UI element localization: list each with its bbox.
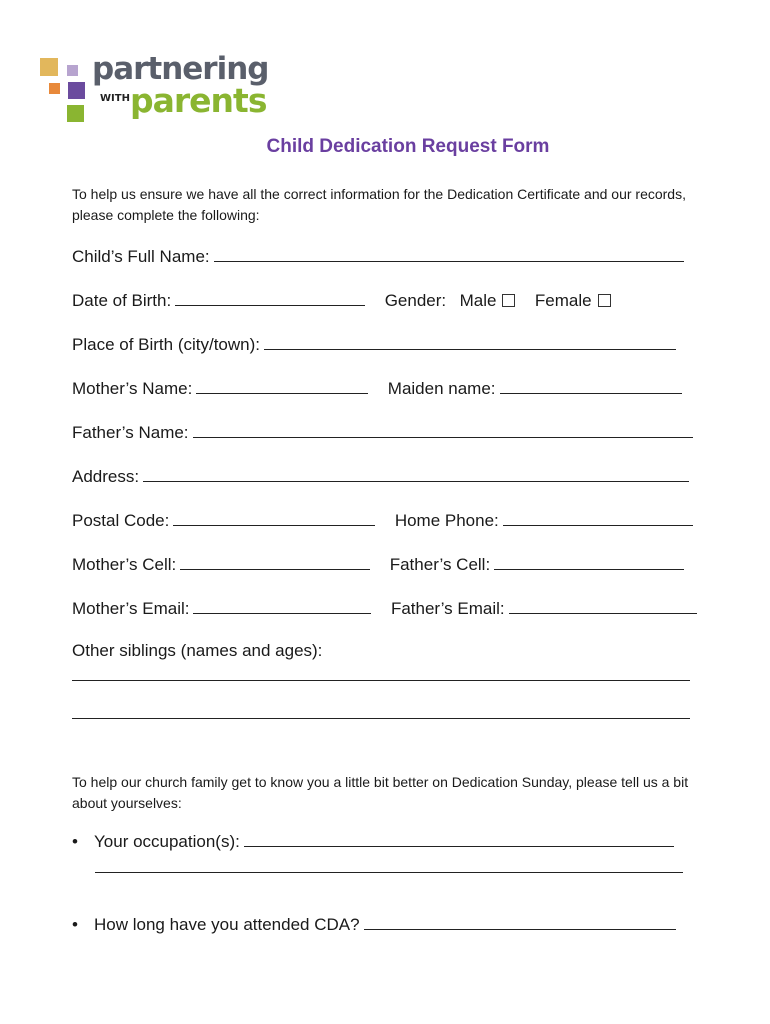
fathers-cell-label: Father’s Cell: bbox=[389, 555, 491, 574]
logo-square-purple bbox=[68, 82, 85, 99]
child-full-name-label: Child’s Full Name: bbox=[72, 247, 210, 266]
siblings-line-1[interactable] bbox=[72, 680, 690, 681]
row-place-of-birth bbox=[72, 334, 676, 355]
address-field[interactable] bbox=[143, 466, 689, 482]
row-cells bbox=[72, 554, 684, 575]
fathers-name-label: Father’s Name: bbox=[72, 423, 189, 442]
form-title: Child Dedication Request Form bbox=[266, 136, 550, 157]
row-siblings bbox=[72, 641, 322, 661]
occupation-field[interactable] bbox=[244, 831, 674, 847]
row-postal-phone bbox=[72, 510, 693, 531]
occupation-line-2[interactable] bbox=[95, 872, 683, 873]
form-intro-2: To help our church family get to know you a little bit better on Dedication Sunday, please tell us a bit about yourselves: bbox=[72, 774, 689, 811]
occupation-label: Your occupation(s): bbox=[94, 832, 240, 851]
logo-square-lilac bbox=[67, 65, 78, 76]
home-phone-label: Home Phone: bbox=[394, 511, 499, 530]
postal-code-field[interactable] bbox=[173, 510, 375, 526]
fathers-cell-field[interactable] bbox=[494, 554, 684, 570]
male-label: Male bbox=[459, 291, 497, 310]
male-checkbox[interactable] bbox=[502, 294, 515, 307]
logo-square-orange bbox=[49, 83, 60, 94]
row-address bbox=[72, 466, 689, 487]
maiden-name-label: Maiden name: bbox=[387, 379, 496, 398]
female-label: Female bbox=[534, 291, 592, 310]
mothers-email-field[interactable] bbox=[193, 598, 371, 614]
postal-code-label: Postal Code: bbox=[72, 511, 170, 530]
maiden-name-field[interactable] bbox=[500, 378, 682, 394]
fathers-email-field[interactable] bbox=[509, 598, 697, 614]
date-of-birth-label: Date of Birth: bbox=[72, 291, 172, 310]
place-of-birth-field[interactable] bbox=[264, 334, 676, 350]
logo bbox=[40, 51, 269, 134]
row-emails bbox=[72, 598, 697, 619]
bullet-marker: • bbox=[72, 832, 78, 851]
child-full-name-field[interactable] bbox=[214, 246, 684, 262]
form-intro: To help us ensure we have all the correct information for the Dedication Certificate and our records, please complete the following: bbox=[72, 186, 686, 223]
fathers-name-field[interactable] bbox=[193, 422, 693, 438]
bullet-marker: • bbox=[72, 915, 78, 934]
logo-word-with: WITH bbox=[100, 93, 130, 104]
mothers-name-field[interactable] bbox=[196, 378, 368, 394]
attended-label: How long have you attended CDA? bbox=[94, 915, 360, 934]
gender-label: Gender: bbox=[384, 291, 447, 310]
row-dob-gender bbox=[72, 290, 611, 311]
bullet-attended bbox=[72, 914, 676, 935]
mothers-email-label: Mother’s Email: bbox=[72, 599, 190, 618]
bullet-occupation bbox=[72, 831, 674, 852]
mothers-cell-label: Mother’s Cell: bbox=[72, 555, 177, 574]
row-father-name bbox=[72, 422, 693, 443]
row-mother-name bbox=[72, 378, 682, 399]
row-child-name bbox=[72, 246, 684, 267]
siblings-line-2[interactable] bbox=[72, 718, 690, 719]
logo-square-green bbox=[67, 105, 84, 122]
other-siblings-label: Other siblings (names and ages): bbox=[72, 641, 323, 660]
home-phone-field[interactable] bbox=[503, 510, 693, 526]
logo-word-partnering: partnering bbox=[92, 51, 269, 87]
mothers-name-label: Mother’s Name: bbox=[72, 379, 193, 398]
logo-square-gold bbox=[40, 58, 58, 76]
address-label: Address: bbox=[72, 467, 140, 486]
place-of-birth-label: Place of Birth (city/town): bbox=[72, 335, 261, 354]
date-of-birth-field[interactable] bbox=[175, 290, 365, 306]
logo-word-parents: parents bbox=[130, 81, 267, 120]
mothers-cell-field[interactable] bbox=[180, 554, 370, 570]
female-checkbox[interactable] bbox=[598, 294, 611, 307]
fathers-email-label: Father’s Email: bbox=[390, 599, 505, 618]
attended-field[interactable] bbox=[364, 914, 676, 930]
